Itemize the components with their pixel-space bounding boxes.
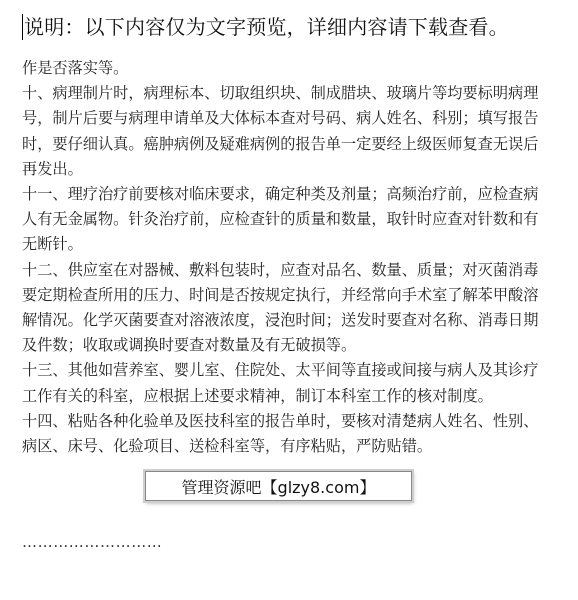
continuation-ellipsis: ……………………… <box>22 533 163 551</box>
paragraph-item-11: 十一、理疗治疗前要核对临床要求，确定种类及剂量；高频治疗前，应检查病人有无金属物。针灸治疗前，应检查针的质量和数量，取针时应查对针数和有无断针。 <box>22 185 539 254</box>
text-cursor <box>22 14 23 40</box>
paragraph-item-13: 十三、其他如营养室、婴儿室、住院处、太平间等直接或间接与病人及其诊疗工作有关的科室，应根据上述要求精神，制订本科室工作的核对制度。 <box>22 361 539 405</box>
preview-notice: 说明：以下内容仅为文字预览，详细内容请下载查看。 <box>24 15 509 39</box>
watermark-banner: 管理资源吧【glzy8.com】 <box>145 471 412 501</box>
paragraph-item-12: 十二、供应室在对器械、敷料包装时，应查对品名、数量、质量；对灭菌消毒要定期检查所用的压力、时间是否按规定执行，并经常向手术室了解苯甲酸溶解情况。化学灭菌要查对溶液浓度，浸泡时间；送发时要查对名称、消毒日期及件数；收取或调换时要查对数量及有无破损等。 <box>22 260 539 355</box>
document-body <box>22 56 542 459</box>
paragraph-continuation: 作是否落实等。 <box>22 59 129 77</box>
paragraph-item-10: 十、病理制片时，病理标本、切取组织块、制成腊块、玻璃片等均要标明病理号，制片后要与病理申请单及大体标本查对号码、病人姓名、科别；填写报告时，要仔细认真。癌肿病例及疑难病例的报告单一定要经上级医师复查无误后再发出。 <box>22 84 539 178</box>
paragraph-item-14: 十四、粘贴各种化验单及医技科室的报告单时，要核对清楚病人姓名、性别、病区、床号、化验项目、送检科室等，有序粘贴，严防贴错。 <box>22 411 539 456</box>
